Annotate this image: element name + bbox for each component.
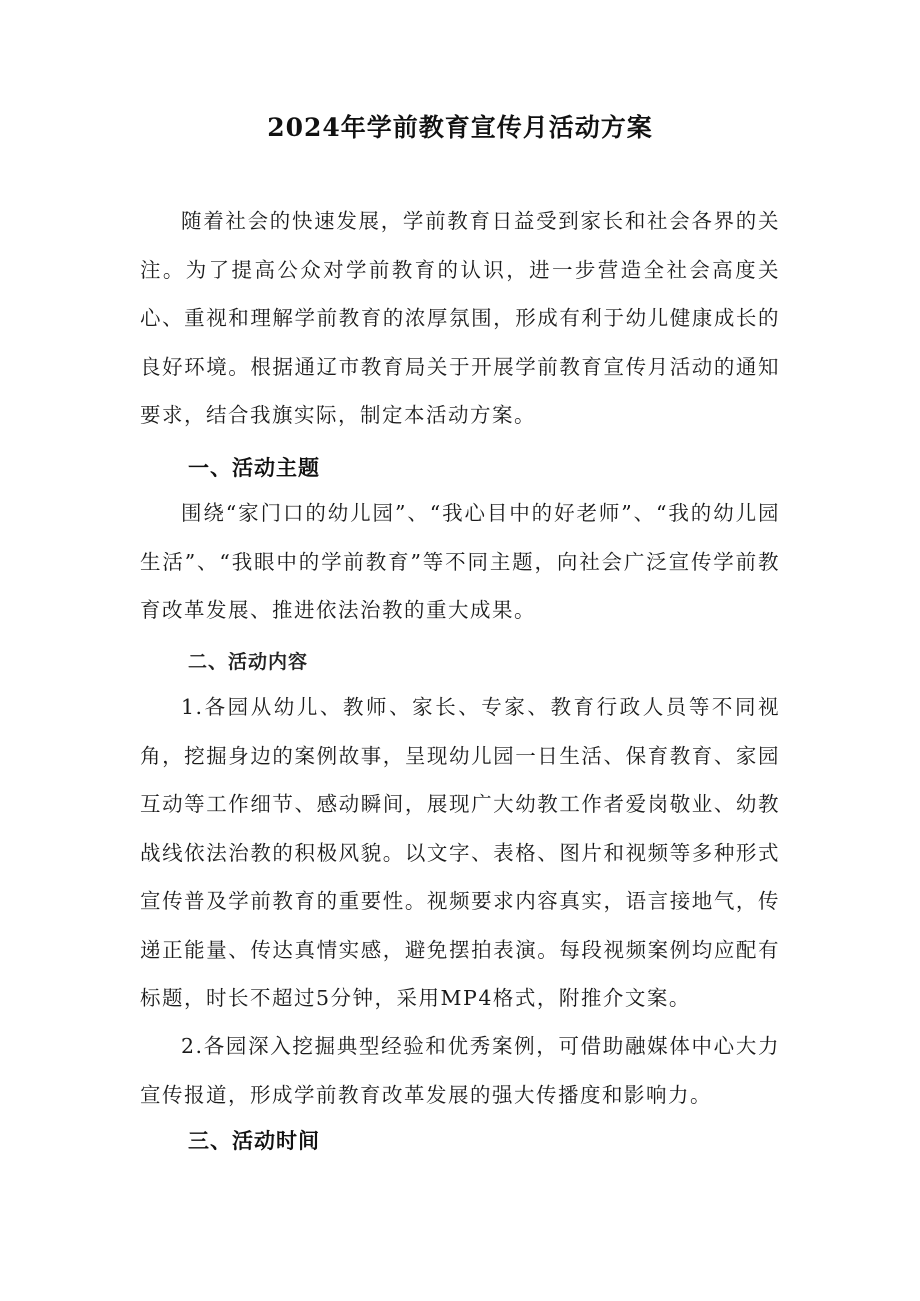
- content-item-1: 1.各园从幼儿、教师、家长、专家、教育行政人员等不同视角，挖掘身边的案例故事，呈现幼儿园一日生活、保育教育、家园互动等工作细节、感动瞬间，展现广大幼教工作者爱岗敬业、幼教战线依法治教的积极风貌。以文字、表格、图片和视频等多种形式宣传普及学前教育的重要性。视频要求内容真实，语言接地气，传递正能量、传达真情实感，避免摆拍表演。每段视频案例均应配有标题，时长不超过5分钟，采用MP4格式，附推介文案。: [140, 695, 780, 1010]
- content-item-2: 2.各园深入挖掘典型经验和优秀案例，可借助融媒体中心大力宣传报道，形成学前教育改革发展的强大传播度和影响力。: [140, 1034, 780, 1107]
- section-heading-time: 三、活动时间: [188, 1129, 320, 1153]
- section-heading-content: 二、活动内容: [188, 651, 309, 673]
- section-heading-theme: 一、活动主题: [188, 456, 320, 480]
- intro-paragraph: 随着社会的快速发展，学前教育日益受到家长和社会各界的关注。为了提高公众对学前教育的认识，进一步营造全社会高度关心、重视和理解学前教育的浓厚氛围，形成有利于幼儿健康成长的良好环境。根据通辽市教育局关于开展学前教育宣传月活动的通知要求，结合我旗实际，制定本活动方案。: [140, 209, 780, 427]
- theme-paragraph: 围绕“家门口的幼儿园”、“我心目中的好老师”、“我的幼儿园生活”、“我眼中的学前教育”等不同主题，向社会广泛宣传学前教育改革发展、推进依法治教的重大成果。: [140, 501, 780, 622]
- document-title: 2024年学前教育宣传月活动方案: [267, 113, 653, 142]
